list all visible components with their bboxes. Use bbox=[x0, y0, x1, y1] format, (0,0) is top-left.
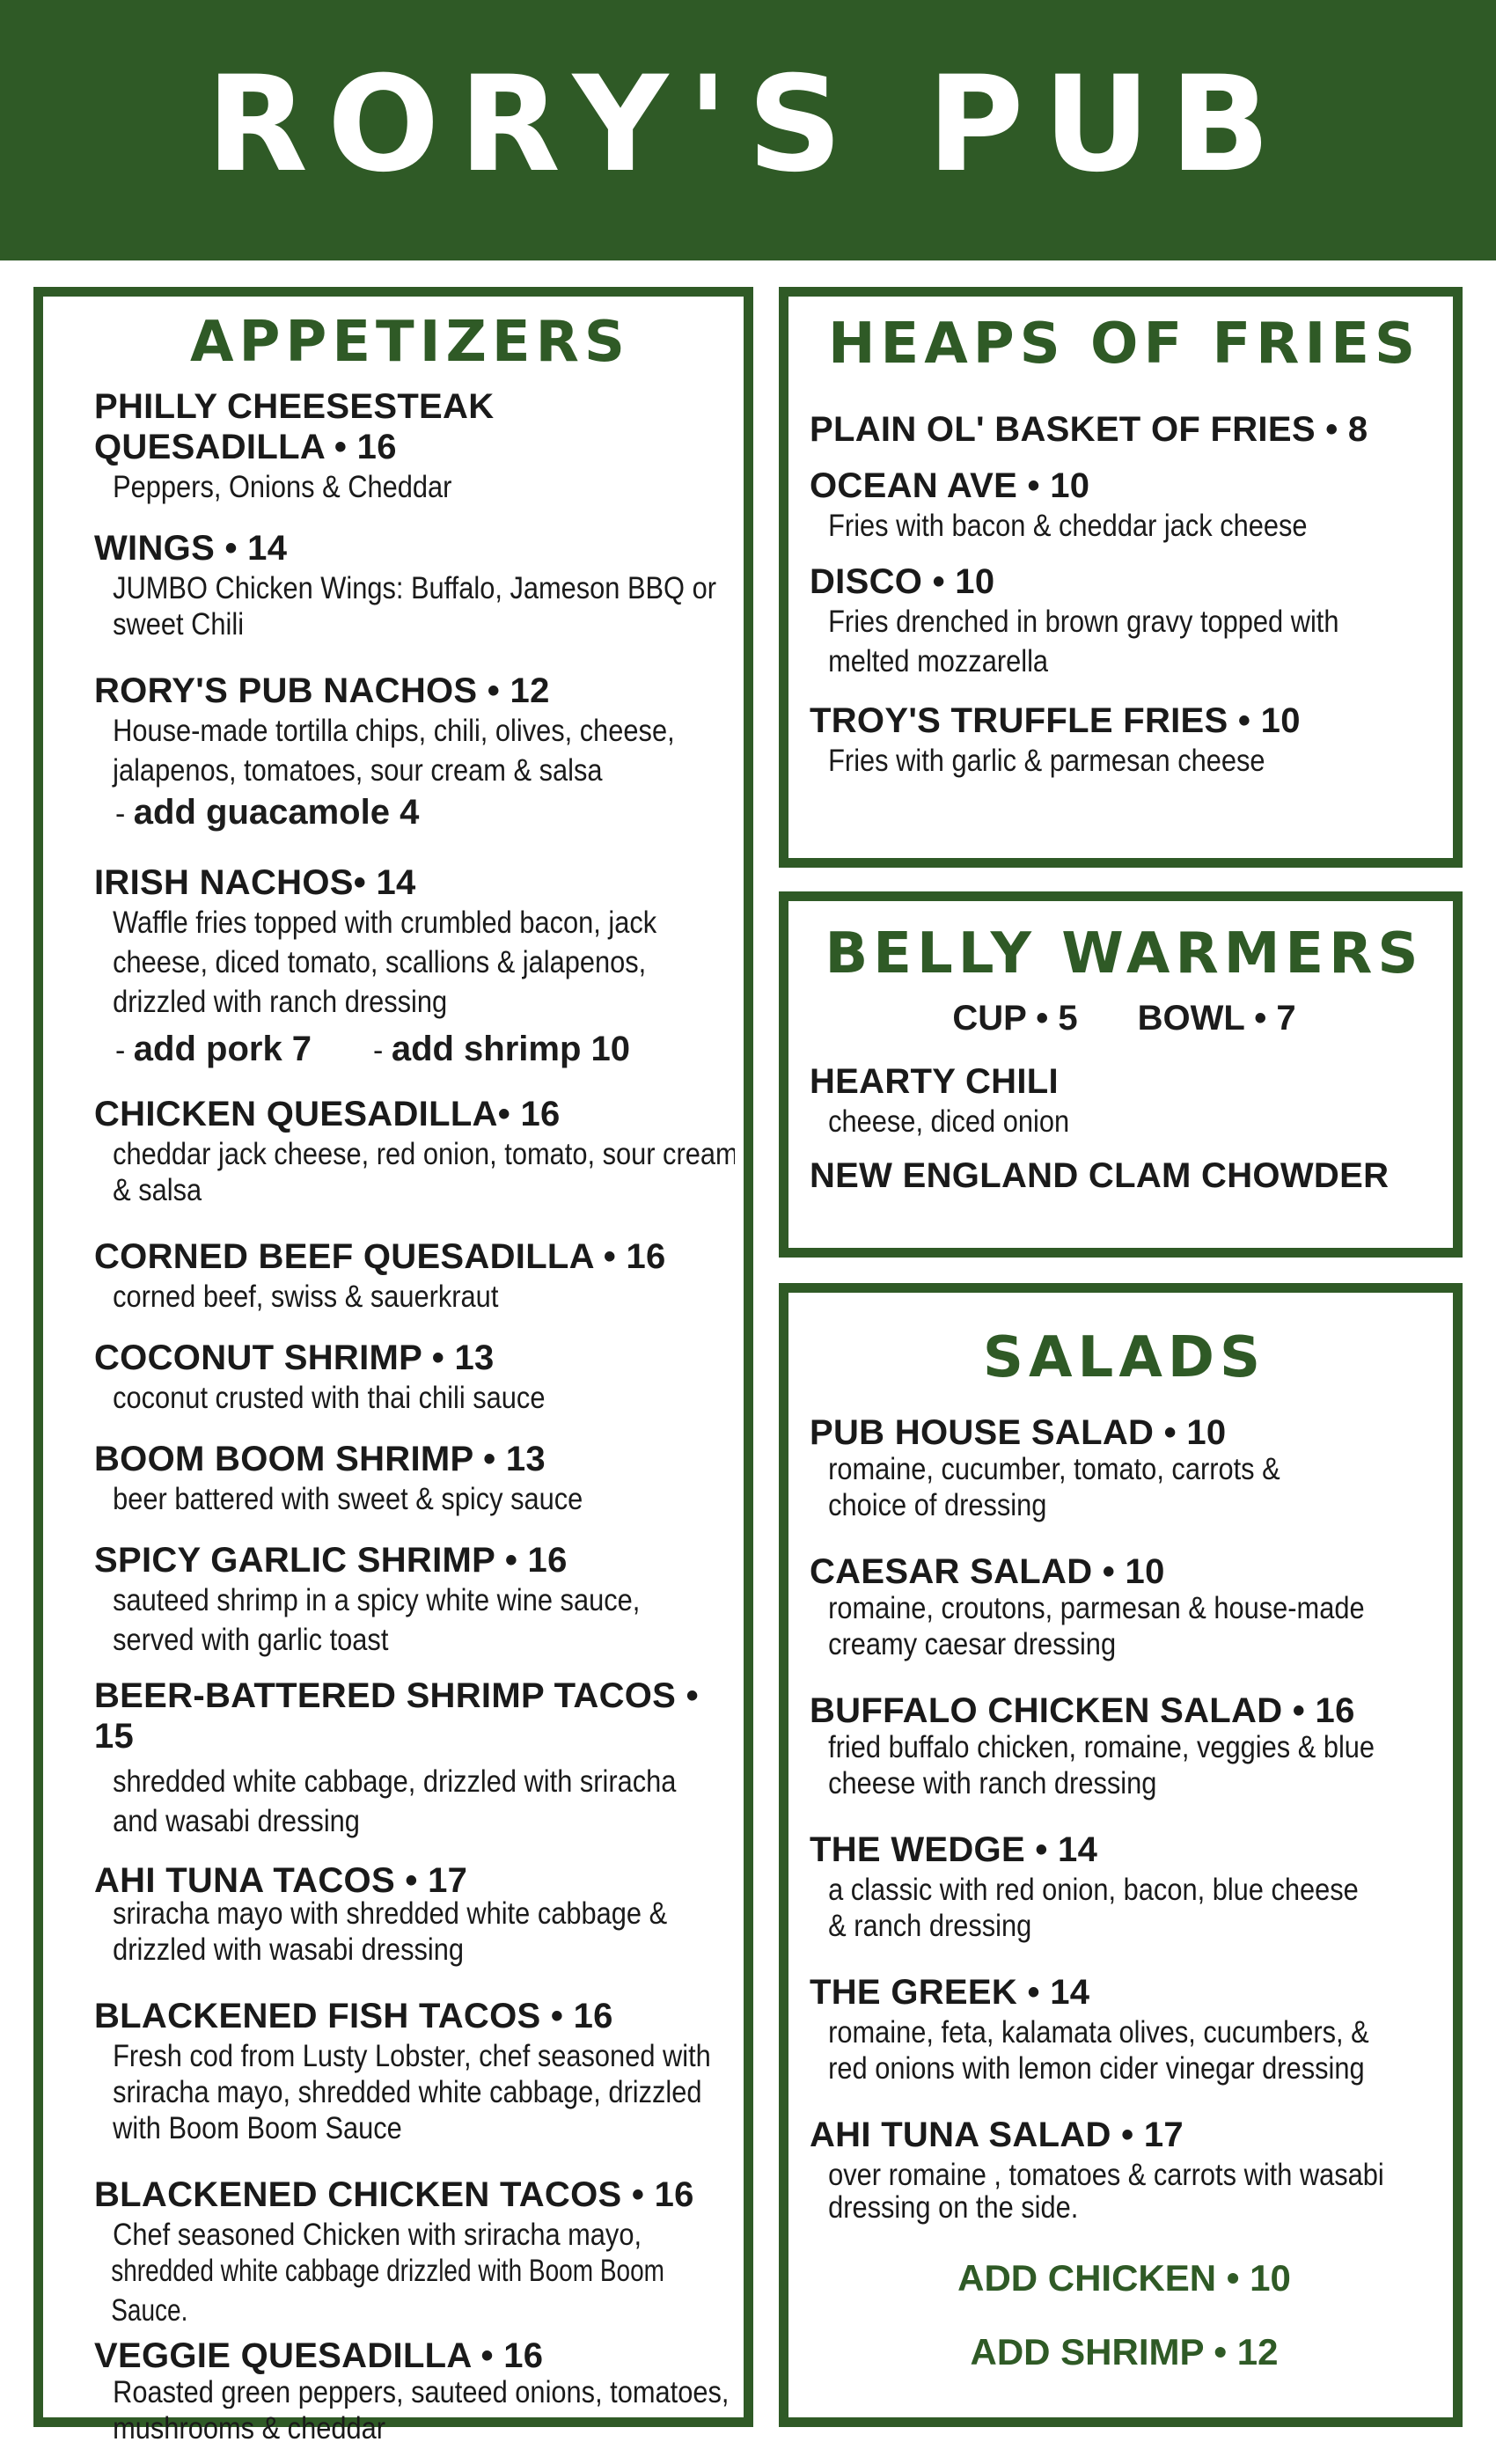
item-desc: a classic with red onion, bacon, blue cheese bbox=[828, 1873, 1359, 1907]
item-desc: fried buffalo chicken, romaine, veggies & blue bbox=[828, 1730, 1375, 1764]
item-desc: House-made tortilla chips, chili, olives, cheese, bbox=[113, 714, 675, 748]
item-desc: and wasabi dressing bbox=[113, 1804, 360, 1838]
item-name: PUB HOUSE SALAD • 10 bbox=[810, 1413, 1227, 1452]
menu-item bbox=[810, 1830, 1439, 1946]
addon-line: - add guacamole 4 bbox=[115, 793, 420, 832]
item-name: HEARTY CHILI bbox=[810, 1062, 1059, 1101]
menu-item bbox=[94, 1996, 726, 2148]
menu-item bbox=[94, 1236, 726, 1316]
menu-item bbox=[94, 671, 726, 836]
addon-guacamole: add guacamole 4 bbox=[133, 793, 420, 832]
menu-item bbox=[94, 386, 726, 507]
menu-item bbox=[810, 1155, 1439, 1196]
item-name: VEGGIE QUESADILLA • 16 bbox=[94, 2336, 544, 2375]
item-desc: shredded white cabbage drizzled with Boom Boom Sauce. bbox=[111, 2254, 664, 2328]
item-desc: sriracha mayo, shredded white cabbage, drizzled bbox=[113, 2075, 702, 2109]
addon-shrimp: add shrimp 10 bbox=[391, 1030, 631, 1068]
menu-item bbox=[810, 2115, 1439, 2227]
menu-item bbox=[94, 2336, 730, 2448]
appetizers-section bbox=[33, 287, 753, 2446]
item-desc: romaine, croutons, parmesan & house-made bbox=[828, 1591, 1365, 1625]
item-desc: drizzled with ranch dressing bbox=[113, 985, 448, 1019]
item-desc: romaine, cucumber, tomato, carrots & bbox=[828, 1452, 1280, 1486]
item-desc: JUMBO Chicken Wings: Buffalo, Jameson BBQ or bbox=[113, 571, 716, 605]
item-name: BOOM BOOM SHRIMP • 13 bbox=[94, 1440, 546, 1478]
menu-item bbox=[810, 1972, 1439, 2088]
item-desc: with Boom Boom Sauce bbox=[113, 2111, 402, 2145]
item-desc: drizzled with wasabi dressing bbox=[113, 1932, 464, 1967]
item-name: BLACKENED FISH TACOS • 16 bbox=[94, 1997, 613, 2035]
item-desc: corned beef, swiss & sauerkraut bbox=[113, 1280, 499, 1314]
menu-item bbox=[94, 862, 726, 1073]
item-name: BLACKENED CHICKEN TACOS • 16 bbox=[94, 2175, 694, 2214]
item-name: THE WEDGE • 14 bbox=[810, 1830, 1098, 1869]
item-name: BUFFALO CHICKEN SALAD • 16 bbox=[810, 1691, 1355, 1730]
item-desc: sriracha mayo with shredded white cabbage & bbox=[113, 1896, 668, 1931]
item-name: IRISH NACHOS• 14 bbox=[94, 863, 416, 902]
item-desc: Fries drenched in brown gravy topped with bbox=[828, 605, 1339, 639]
item-desc: creamy caesar dressing bbox=[828, 1627, 1117, 1661]
menu-item bbox=[94, 1860, 726, 1969]
item-name: DISCO • 10 bbox=[810, 562, 995, 601]
item-desc: & ranch dressing bbox=[828, 1909, 1032, 1943]
item-desc: served with garlic toast bbox=[113, 1623, 389, 1657]
item-desc: Roasted green peppers, sauteed onions, tomatoes, bbox=[113, 2375, 730, 2409]
menu-item bbox=[94, 2174, 726, 2330]
cup-price: CUP • 5 bbox=[952, 999, 1078, 1038]
item-name: COCONUT SHRIMP • 13 bbox=[94, 1338, 495, 1377]
item-name: BEER-BATTERED SHRIMP TACOS • 15 bbox=[94, 1676, 699, 1756]
item-desc: cheese with ranch dressing bbox=[828, 1766, 1157, 1800]
menu-item bbox=[94, 1094, 738, 1210]
menu-item bbox=[810, 466, 1439, 546]
addon-line: - add pork 7 - add shrimp 10 bbox=[115, 1030, 631, 1068]
item-desc: over romaine , tomatoes & carrots with wasabi bbox=[828, 2158, 1384, 2192]
item-name: NEW ENGLAND CLAM CHOWDER bbox=[810, 1156, 1390, 1195]
bowl-price: BOWL • 7 bbox=[1137, 999, 1296, 1038]
item-desc: dressing on the side. bbox=[828, 2190, 1079, 2225]
item-desc: cheddar jack cheese, red onion, tomato, sour cream bbox=[113, 1137, 738, 1171]
section-title-appetizers: APPETIZERS bbox=[189, 310, 631, 375]
menu-item bbox=[94, 1676, 726, 1841]
item-desc: choice of dressing bbox=[828, 1488, 1047, 1522]
item-name: WINGS • 14 bbox=[94, 529, 288, 568]
item-name: PLAIN OL' BASKET OF FRIES • 8 bbox=[810, 410, 1368, 449]
item-name: CAESAR SALAD • 10 bbox=[810, 1552, 1165, 1591]
item-desc: red onions with lemon cider vinegar dressing bbox=[828, 2051, 1365, 2086]
item-name: AHI TUNA TACOS • 17 bbox=[94, 1861, 468, 1900]
menu-item bbox=[94, 1439, 726, 1519]
menu-item bbox=[810, 1690, 1439, 1803]
section-title-fries: HEAPS OF FRIES bbox=[827, 312, 1421, 377]
header-banner bbox=[0, 0, 1496, 260]
item-desc: shredded white cabbage, drizzled with sriracha bbox=[113, 1764, 677, 1799]
pub-title: RORY'S PUB bbox=[206, 48, 1290, 202]
item-desc: Fries with garlic & parmesan cheese bbox=[828, 744, 1265, 778]
menu-item bbox=[810, 700, 1439, 781]
item-desc: jalapenos, tomatoes, sour cream & salsa bbox=[113, 753, 603, 788]
item-desc: beer battered with sweet & spicy sauce bbox=[113, 1482, 583, 1516]
fries-section bbox=[779, 287, 1463, 868]
item-desc: Fries with bacon & cheddar jack cheese bbox=[828, 509, 1308, 543]
cup-bowl-prices bbox=[810, 998, 1439, 1038]
menu-item bbox=[810, 1412, 1439, 1525]
item-desc: romaine, feta, kalamata olives, cucumbers, & bbox=[828, 2015, 1369, 2050]
menu-item bbox=[810, 1551, 1439, 1664]
menu-item bbox=[810, 561, 1439, 681]
menu-item bbox=[94, 1540, 726, 1660]
item-name: QUESADILLA • 16 bbox=[94, 428, 397, 466]
item-desc: cheese, diced onion bbox=[828, 1104, 1070, 1139]
item-name: SPICY GARLIC SHRIMP • 16 bbox=[94, 1541, 568, 1580]
item-desc: Fresh cod from Lusty Lobster, chef seasoned with bbox=[113, 2039, 711, 2073]
item-desc: melted mozzarella bbox=[828, 644, 1049, 678]
item-name: TROY'S TRUFFLE FRIES • 10 bbox=[810, 701, 1301, 740]
section-title-belly-warmers: BELLY WARMERS bbox=[825, 921, 1424, 986]
item-name: PHILLY CHEESESTEAK bbox=[94, 387, 495, 426]
item-name: CHICKEN QUESADILLA• 16 bbox=[94, 1095, 561, 1133]
item-desc: sweet Chili bbox=[113, 607, 245, 642]
item-name: RORY'S PUB NACHOS • 12 bbox=[94, 671, 550, 710]
belly-warmers-section bbox=[779, 891, 1463, 1258]
item-desc: & salsa bbox=[113, 1173, 202, 1207]
item-desc: mushrooms & cheddar bbox=[113, 2411, 385, 2446]
menu-item bbox=[810, 1061, 1439, 1141]
add-shrimp: ADD SHRIMP • 12 bbox=[970, 2331, 1279, 2372]
item-name: OCEAN AVE • 10 bbox=[810, 466, 1090, 505]
item-desc: cheese, diced tomato, scallions & jalapenos, bbox=[113, 945, 647, 979]
section-title-salads: SALADS bbox=[982, 1325, 1266, 1390]
item-desc: Chef seasoned Chicken with sriracha mayo, bbox=[113, 2218, 642, 2252]
item-name: AHI TUNA SALAD • 17 bbox=[810, 2116, 1184, 2154]
menu-item bbox=[94, 528, 726, 644]
addon-pork: add pork 7 bbox=[133, 1030, 312, 1068]
salads-section bbox=[779, 1283, 1463, 2427]
item-name: CORNED BEEF QUESADILLA • 16 bbox=[94, 1237, 666, 1276]
item-desc: sauteed shrimp in a spicy white wine sauce, bbox=[113, 1583, 641, 1617]
item-desc: Waffle fries topped with crumbled bacon, jack bbox=[113, 906, 657, 940]
item-desc: coconut crusted with thai chili sauce bbox=[113, 1381, 546, 1415]
menu-item bbox=[94, 1338, 726, 1418]
menu-item bbox=[810, 409, 1439, 450]
item-desc: Peppers, Onions & Cheddar bbox=[113, 470, 452, 504]
add-chicken: ADD CHICKEN • 10 bbox=[957, 2257, 1291, 2299]
item-name: THE GREEK • 14 bbox=[810, 1973, 1090, 2012]
